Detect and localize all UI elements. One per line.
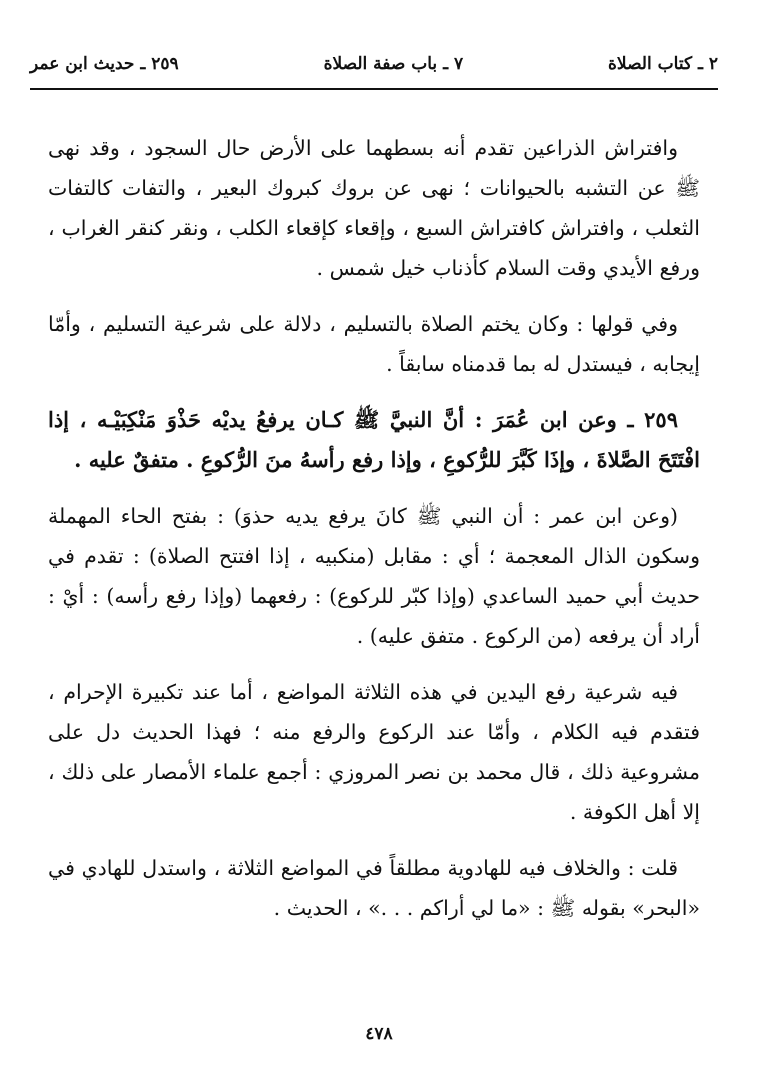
header-book-title: ٢ ـ كتاب الصلاة [608,54,718,74]
paragraph-commentary-1: وافتراش الذراعين تقدم أنه بسطهما على الأرض حال السجود ، وقد نهى ﷺ عن التشبه بالحيوانات ؛ نهى عن بروك كبروك البعير ، والتفات كالتفات الثعلب ، وافتراش كافتراش السبع ، وإقعاء كإقعاء الكلب ، ونقر كنقر الغراب ، ورفع الأيدي وقت السلام كأذناب خيل شمس . [48,136,700,280]
header-hadith-title: ٢٥٩ ـ حديث ابن عمر [30,54,179,74]
header-chapter-title: ٧ ـ باب صفة الصلاة [323,54,464,74]
paragraph-explanation: (وعن ابن عمر : أن النبي ﷺ كانَ يرفع يديه حذوَ) : بفتح الحاء المهملة وسكون الذال المعجمة ؛ أي : مقابل (منكبيه ، إذا افتتح الصلاة) : تقدم في حديث أبي حميد الساعدي (وإذا كبّر للركوع) : رفعهما (وإذا رفع رأسه) : أيْ : أراد أن يرفعه (من الركوع . متفق عليه) . [48,504,700,648]
paragraph-hadith-259: ٢٥٩ ـ وعن ابن عُمَرَ : أنَّ النبيَّ ﷺ كـان يرفعُ يديْه حَذْوَ مَنْكِبَيْـه ، إذا افْتَتَحَ الصَّلاةَ ، وإذَا كَبَّرَ للرُّكوعِ ، وإذا رفع رأسهُ منَ الرُّكوعِ . متفقٌ عليه . [48,407,700,472]
running-header [30,46,718,82]
header-divider [30,88,718,90]
body-text [48,128,700,928]
paragraph-opinion: قلت : والخلاف فيه للهادوية مطلقاً في المواضع الثلاثة ، واستدل للهادي في «البحر» بقوله ﷺ : «ما لي أراكم . . .» ، الحديث . [48,856,700,920]
paragraph-commentary-2: وفي قولها : وكان يختم الصلاة بالتسليم ، دلالة على شرعية التسليم ، وأمّا إيجابه ، فيستدل له بما قدمناه سابقاً . [48,312,700,376]
page-number: ٤٧٨ [365,1024,393,1044]
paragraph-ruling: فيه شرعية رفع اليدين في هذه الثلاثة المواضع ، أما عند تكبيرة الإحرام ، فتقدم فيه الكلام ، وأمّا عند الركوع والرفع منه ؛ فهذا الحديث دل على مشروعية ذلك ، قال محمد بن نصر المروزي : أجمع علماء الأمصار على ذلك ، إلا أهل الكوفة . [48,680,700,824]
